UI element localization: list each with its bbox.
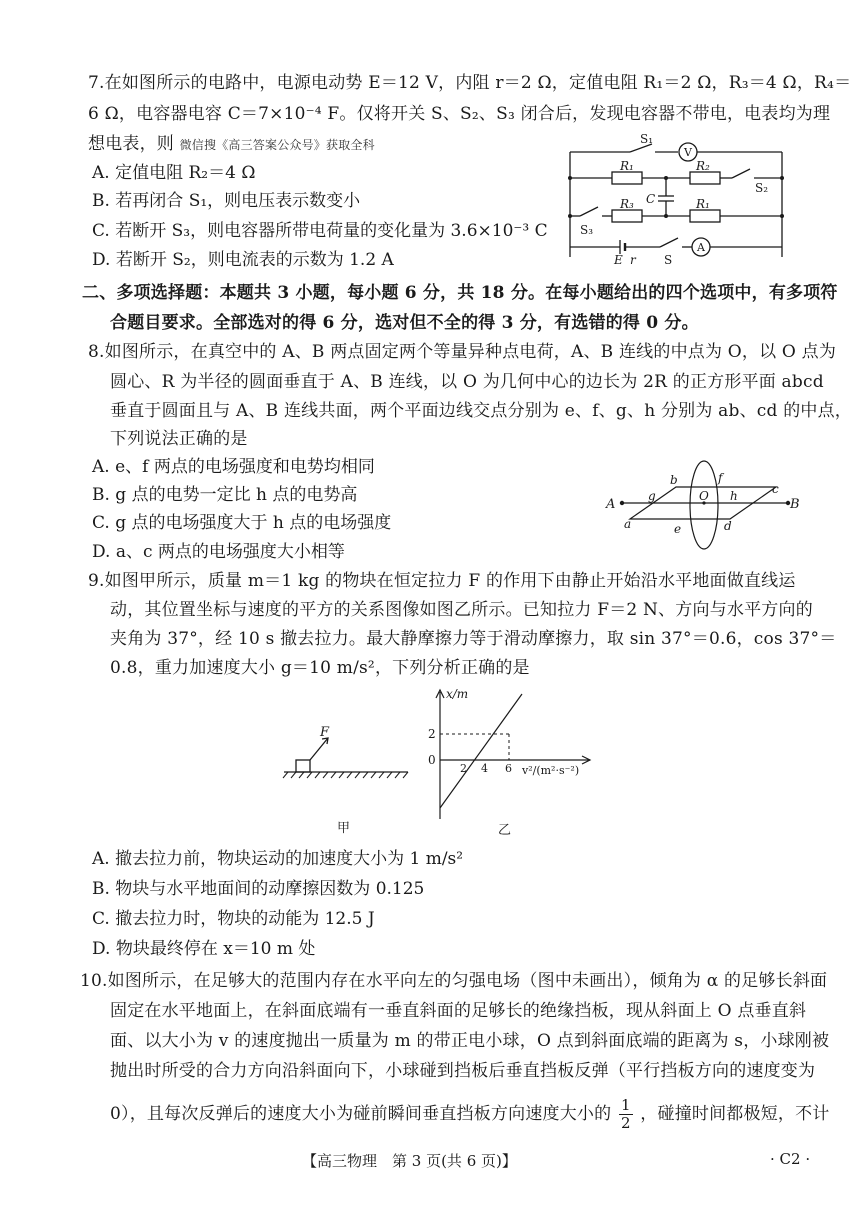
- figure-yi-x-v2-graph: [420, 684, 600, 842]
- q8-line-4: 下列说法正确的是: [110, 429, 248, 449]
- label-s: S: [664, 253, 673, 267]
- q8-line-1: 8.如图所示，在真空中的 A、B 两点固定两个等量异种点电荷，A、B 连线的中点为 O，以 O 点为: [88, 342, 837, 362]
- label-s1: S₁: [640, 132, 654, 146]
- label-r2: R₂: [696, 159, 710, 173]
- circuit-diagram: [560, 132, 800, 267]
- q9-option-d: D. 物块最终停在 x＝10 m 处: [92, 939, 316, 959]
- fraction-denominator: 2: [620, 1114, 631, 1132]
- q7-option-c: C. 若断开 S₃，则电容器所带电荷量的变化量为 3.6×10⁻³ C: [92, 221, 548, 241]
- q7-line-2: 6 Ω，电容器电容 C＝7×10⁻⁴ F。仅将开关 S、S₂、S₃ 闭合后，发现电容器不带电，电表均为理: [88, 104, 831, 124]
- fraction-numerator: 1: [620, 1096, 631, 1114]
- figure-yi-caption: 乙: [498, 823, 512, 838]
- q10-line-5a: 0），且每次反弹后的速度大小为碰前瞬间垂直挡板方向速度大小的: [110, 1104, 612, 1124]
- yi-x-tick-4: 4: [481, 762, 488, 775]
- section2-line-2: 合题目要求。全部选对的得 6 分，选对但不全的得 3 分，有选错的得 0 分。: [110, 313, 699, 333]
- ammeter-icon: A: [697, 241, 705, 254]
- point-b-charge: B: [790, 497, 800, 512]
- footer-page-info: 【高三物理 第 3 页(共 6 页)】: [302, 1152, 517, 1170]
- q7-line-1: 7.在如图所示的电路中，电源电动势 E＝12 V，内阻 r＝2 Ω，定值电阻 R₁＝2 Ω，R₃＝4 Ω，R₄＝: [88, 73, 852, 93]
- q8-line-3: 垂直于圆面且与 A、B 连线共面，两个平面边线交点分别为 e、f、g、h 分别为 ab、cd 的中点，: [110, 401, 852, 421]
- label-r3: R₃: [620, 197, 634, 211]
- vertex-a: a: [624, 517, 632, 531]
- label-s3: S₃: [580, 223, 594, 237]
- yi-x-tick-2: 2: [460, 762, 467, 775]
- q9-option-c: C. 撤去拉力时，物块的动能为 12.5 J: [92, 909, 375, 929]
- yi-x-axis-label: v²/(m²·s⁻²): [522, 764, 580, 777]
- q9-line-3: 夹角为 37°，经 10 s 撤去拉力。最大静摩擦力等于滑动摩擦力，取 sin 37°＝0.6，cos 37°＝: [110, 629, 837, 649]
- q9-line-4: 0.8，重力加速度大小 g＝10 m/s²，下列分析正确的是: [110, 658, 530, 678]
- q7-line-3-text: 想电表，则: [88, 134, 174, 154]
- point-f: f: [718, 471, 723, 485]
- q10-line-5: [110, 1097, 830, 1132]
- q10-line-5b: ，碰撞时间都极短，不计: [640, 1104, 830, 1124]
- label-r1-top: R₁: [620, 159, 634, 173]
- figure-jia-block-on-floor: [280, 720, 420, 840]
- q10-line-3: 面、以大小为 v 的速度抛出一质量为 m 的带正电小球，O 点到斜面底端的距离为 s，小球刚被: [110, 1031, 830, 1051]
- charge-field-diagram: [600, 462, 800, 557]
- q8-option-c: C. g 点的电场强度大于 h 点的电场强度: [92, 513, 392, 533]
- vertex-b: b: [670, 473, 678, 487]
- q7-option-d: D. 若断开 S₂，则电流表的示数为 1.2 A: [92, 250, 394, 270]
- point-o: O: [699, 489, 709, 503]
- point-e: e: [674, 522, 682, 536]
- vertex-d: d: [724, 519, 732, 533]
- q8-option-a: A. e、f 两点的电场强度和电势均相同: [92, 457, 375, 477]
- footer-code: · C2 ·: [770, 1150, 811, 1168]
- yi-x-tick-6: 6: [505, 762, 512, 775]
- q9-line-1: 9.如图甲所示，质量 m＝1 kg 的物块在恒定拉力 F 的作用下由静止开始沿水平地面做直线运: [88, 571, 796, 591]
- yi-y-tick-2: 2: [428, 727, 436, 741]
- figure-jia-caption: 甲: [337, 821, 351, 836]
- q10-line-1: 10.如图所示，在足够大的范围内存在水平向左的匀强电场（图中未画出），倾角为 α 的足够长斜面: [80, 971, 828, 991]
- q9-option-a: A. 撤去拉力前，物块运动的加速度大小为 1 m/s²: [92, 849, 464, 869]
- point-a-charge: A: [606, 497, 616, 512]
- q8-line-2: 圆心、R 为半径的圆面垂直于 A、B 连线，以 O 为几何中心的边长为 2R 的正方形平面 abcd: [110, 372, 824, 392]
- label-r: r: [630, 253, 636, 267]
- watermark-text: 微信搜《高三答案公众号》获取全科: [179, 138, 375, 152]
- q9-option-b: B. 物块与水平地面间的动摩擦因数为 0.125: [92, 879, 425, 899]
- yi-origin-label: 0: [428, 753, 436, 767]
- q9-line-2: 动，其位置坐标与速度的平方的关系图像如图乙所示。已知拉力 F＝2 N、方向与水平方向的: [110, 600, 813, 620]
- q7-option-b: B. 若再闭合 S₁，则电压表示数变小: [92, 191, 361, 211]
- force-label: F: [320, 725, 330, 740]
- fraction: [619, 1097, 633, 1132]
- vertex-c: c: [772, 482, 779, 496]
- q8-option-d: D. a、c 两点的电场强度大小相等: [92, 542, 345, 562]
- section2-line-1: 二、多项选择题：本题共 3 小题，每小题 6 分，共 18 分。在每小题给出的四个选项中，有多项符: [82, 283, 838, 303]
- label-c: C: [646, 192, 656, 206]
- voltmeter-icon: V: [684, 146, 692, 159]
- q8-option-b: B. g 点的电势一定比 h 点的电势高: [92, 485, 358, 505]
- label-e: E: [614, 253, 623, 267]
- label-r1-bottom: R₁: [696, 197, 710, 211]
- q10-line-2: 固定在水平地面上，在斜面底端有一垂直斜面的足够长的绝缘挡板，现从斜面上 O 点垂直斜: [110, 1001, 807, 1021]
- q7-line-3: [88, 133, 375, 156]
- point-h: h: [730, 489, 738, 503]
- yi-y-axis-label: x/m: [446, 687, 469, 701]
- q10-line-4: 抛出时所受的合力方向沿斜面向下，小球碰到挡板后垂直挡板反弹（平行挡板方向的速度变为: [110, 1061, 816, 1081]
- point-g: g: [648, 489, 656, 503]
- q7-option-a: A. 定值电阻 R₂＝4 Ω: [92, 163, 256, 183]
- label-s2: S₂: [755, 181, 769, 195]
